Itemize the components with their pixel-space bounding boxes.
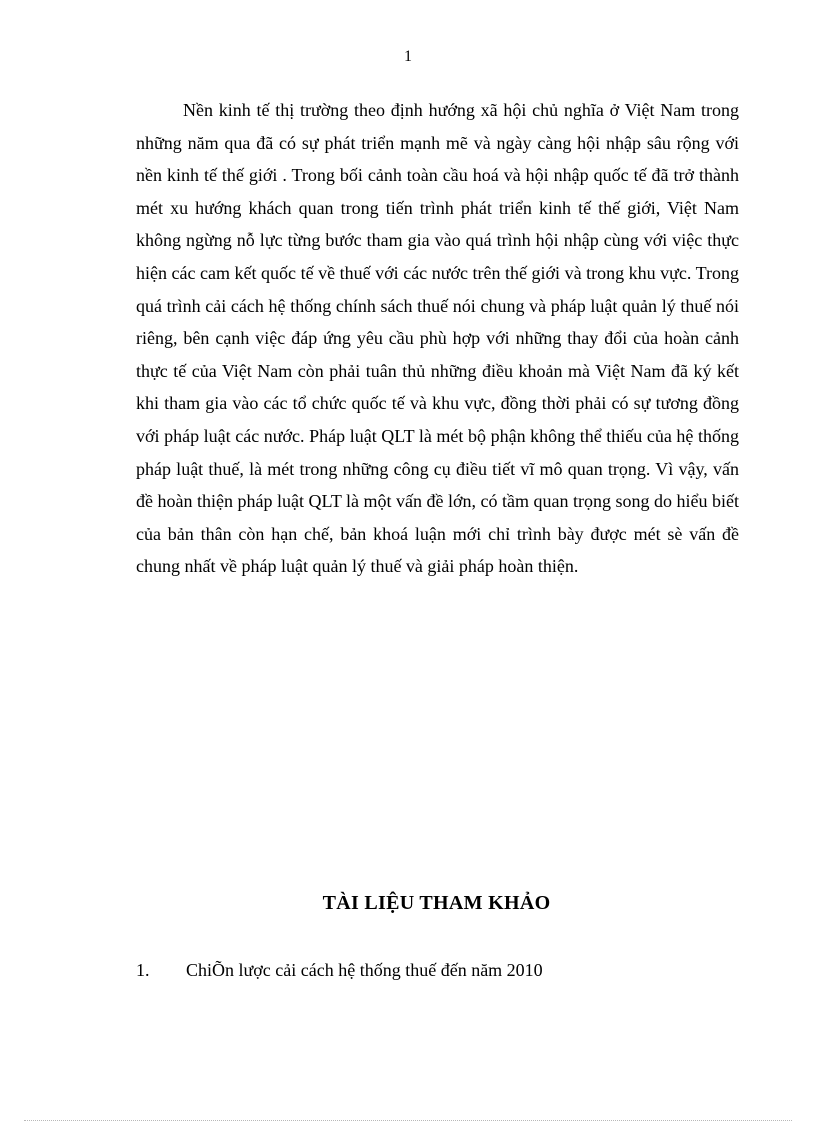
- page-number: 1: [404, 48, 412, 65]
- reference-item: [136, 958, 739, 982]
- page-bottom-divider: [24, 1120, 792, 1121]
- reference-number: 1.: [136, 960, 150, 980]
- reference-text: ChiÕn lược cải cách hệ thống thuế đến năm 2010: [186, 960, 543, 980]
- references-title: TÀI LIỆU THAM KHẢO: [322, 892, 551, 914]
- body-paragraph: Nền kinh tế thị trường theo định hướng xã hội chủ nghĩa ở Việt Nam trong những năm qua đã có sự phát triển mạnh mẽ và ngày càng hội nhập sâu rộng với nền kinh tế thế giới . Trong bối cảnh toàn cầu hoá và hội nhập quốc tế đã trở thành mét xu hướng khách quan trong tiến trình phát triển kinh tế thế giới, Việt Nam không ngừng nỗ lực từng bước tham gia vào quá trình hội nhập cùng với việc thực hiện các cam kết quốc tế về thuế với các nước trên thế giới và trong khu vực. Trong quá trình cải cách hệ thống chính sách thuế nói chung và pháp luật quản lý thuế nói riêng, bên cạnh việc đáp ứng yêu cầu phù hợp với những thay đổi của hoàn cảnh thực tế của Việt Nam còn phải tuân thủ những điều khoản mà Việt Nam đã ký kết khi tham gia vào các tổ chức quốc tế và khu vực, đồng thời phải có sự tương đồng với pháp luật các nước. Pháp luật QLT là mét bộ phận không thể thiếu của hệ thống pháp luật thuế, là mét trong những công cụ điều tiết vĩ mô quan trọng. Vì vậy, vấn đề hoàn thiện pháp luật QLT là một vấn đề lớn, có tầm quan trọng song do hiểu biết của bản thân còn hạn chế, bản khoá luận mới chỉ trình bày được mét sè vấn đề chung nhất về pháp luật quản lý thuế và giải pháp hoàn thiện.: [136, 100, 739, 577]
- reference-list: [136, 958, 739, 982]
